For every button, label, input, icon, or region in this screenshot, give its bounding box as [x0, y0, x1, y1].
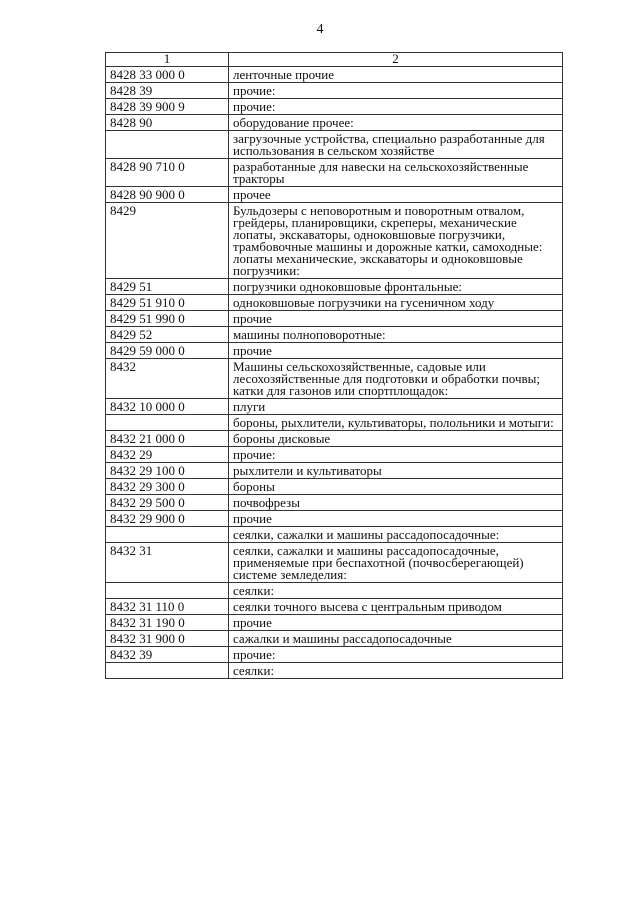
table-row: [106, 663, 563, 679]
tnved-code-cell: 8432 31: [106, 543, 229, 583]
header-row: [106, 53, 563, 67]
table-row: [106, 583, 563, 599]
tnved-code-cell: 8428 90 710 0: [106, 159, 229, 187]
tnved-code-cell: 8428 90 900 0: [106, 187, 229, 203]
table-row: [106, 343, 563, 359]
description-cell: оборудование прочее:: [229, 115, 563, 131]
table-row: [106, 295, 563, 311]
description-cell: загрузочные устройства, специально разработанные для использования в сельском хозяйстве: [229, 131, 563, 159]
description-cell: погрузчики одноковшовые фронтальные:: [229, 279, 563, 295]
table-row: [106, 99, 563, 115]
table-row: [106, 647, 563, 663]
description-cell: прочие: [229, 343, 563, 359]
description-cell: бороны дисковые: [229, 431, 563, 447]
table-row: [106, 631, 563, 647]
tnved-code-cell: [106, 527, 229, 543]
description-cell: прочее: [229, 187, 563, 203]
table-body: [106, 67, 563, 679]
table-row: [106, 311, 563, 327]
table-header: [106, 53, 563, 67]
description-cell: прочие:: [229, 647, 563, 663]
description-cell: разработанные для навески на сельскохозяйственные тракторы: [229, 159, 563, 187]
column-header-1: 1: [106, 53, 229, 67]
table-row: [106, 187, 563, 203]
description-cell: сеялки, сажалки и машины рассадопосадочные, применяемые при беспахотной (почвосберегающей) системе земледелия:: [229, 543, 563, 583]
tnved-code-cell: 8432 10 000 0: [106, 399, 229, 415]
tnved-code-cell: 8428 39: [106, 83, 229, 99]
tnved-code-cell: 8432 31 900 0: [106, 631, 229, 647]
tnved-code-cell: 8429 59 000 0: [106, 343, 229, 359]
table-row: [106, 203, 563, 279]
table-row: [106, 527, 563, 543]
description-cell: Машины сельскохозяйственные, садовые или лесохозяйственные для подготовки и обработки почвы; катки для газонов или спортплощадок:: [229, 359, 563, 399]
table-row: [106, 431, 563, 447]
tnved-code-cell: 8432 21 000 0: [106, 431, 229, 447]
tnved-code-cell: [106, 131, 229, 159]
tnved-code-cell: 8432 31 190 0: [106, 615, 229, 631]
tnved-code-cell: [106, 415, 229, 431]
table-row: [106, 447, 563, 463]
table-row: [106, 327, 563, 343]
tnved-code-cell: 8432 29 100 0: [106, 463, 229, 479]
description-cell: прочие:: [229, 99, 563, 115]
table-row: [106, 615, 563, 631]
table-row: [106, 415, 563, 431]
tnved-code-cell: 8432 29 500 0: [106, 495, 229, 511]
description-cell: сажалки и машины рассадопосадочные: [229, 631, 563, 647]
codes-table: [105, 52, 563, 679]
table-row: [106, 359, 563, 399]
description-cell: сеялки:: [229, 583, 563, 599]
tnved-code-cell: 8432 29 900 0: [106, 511, 229, 527]
description-cell: Бульдозеры с неповоротным и поворотным отвалом, грейдеры, планировщики, скреперы, механические лопаты, экскаваторы, одноковшовые погрузчики, трамбовочные машины и дорожные катки, самоходные: лопаты механические, экскаваторы и одноковшовые погрузчики:: [229, 203, 563, 279]
table-row: [106, 67, 563, 83]
page-number: 4: [316, 22, 324, 37]
tnved-code-cell: 8429: [106, 203, 229, 279]
description-cell: прочие: [229, 311, 563, 327]
description-cell: прочие: [229, 511, 563, 527]
table-row: [106, 479, 563, 495]
table-row: [106, 599, 563, 615]
tnved-code-cell: 8428 33 000 0: [106, 67, 229, 83]
table-row: [106, 131, 563, 159]
tnved-code-cell: 8429 51 990 0: [106, 311, 229, 327]
description-cell: сеялки точного высева с центральным приводом: [229, 599, 563, 615]
description-cell: плуги: [229, 399, 563, 415]
tnved-code-cell: 8428 39 900 9: [106, 99, 229, 115]
description-cell: бороны: [229, 479, 563, 495]
tnved-code-cell: 8432 39: [106, 647, 229, 663]
table-row: [106, 495, 563, 511]
description-cell: бороны, рыхлители, культиваторы, полольники и мотыги:: [229, 415, 563, 431]
table-row: [106, 159, 563, 187]
tnved-code-cell: [106, 583, 229, 599]
table-row: [106, 83, 563, 99]
tnved-code-cell: 8429 52: [106, 327, 229, 343]
table-row: [106, 115, 563, 131]
tnved-code-cell: 8432: [106, 359, 229, 399]
description-cell: сеялки:: [229, 663, 563, 679]
table-row: [106, 511, 563, 527]
description-cell: машины полноповоротные:: [229, 327, 563, 343]
description-cell: прочие:: [229, 447, 563, 463]
table-row: [106, 463, 563, 479]
description-cell: рыхлители и культиваторы: [229, 463, 563, 479]
tnved-code-cell: 8432 29 300 0: [106, 479, 229, 495]
tnved-code-cell: 8429 51: [106, 279, 229, 295]
tnved-code-cell: 8428 90: [106, 115, 229, 131]
table-row: [106, 543, 563, 583]
tnved-code-cell: 8432 31 110 0: [106, 599, 229, 615]
tnved-code-cell: 8432 29: [106, 447, 229, 463]
table-row: [106, 279, 563, 295]
description-cell: одноковшовые погрузчики на гусеничном ходу: [229, 295, 563, 311]
table-row: [106, 399, 563, 415]
tnved-code-cell: [106, 663, 229, 679]
description-cell: ленточные прочие: [229, 67, 563, 83]
column-header-2: 2: [229, 53, 563, 67]
description-cell: почвофрезы: [229, 495, 563, 511]
description-cell: сеялки, сажалки и машины рассадопосадочные:: [229, 527, 563, 543]
tnved-code-cell: 8429 51 910 0: [106, 295, 229, 311]
description-cell: прочие: [229, 615, 563, 631]
description-cell: прочие:: [229, 83, 563, 99]
